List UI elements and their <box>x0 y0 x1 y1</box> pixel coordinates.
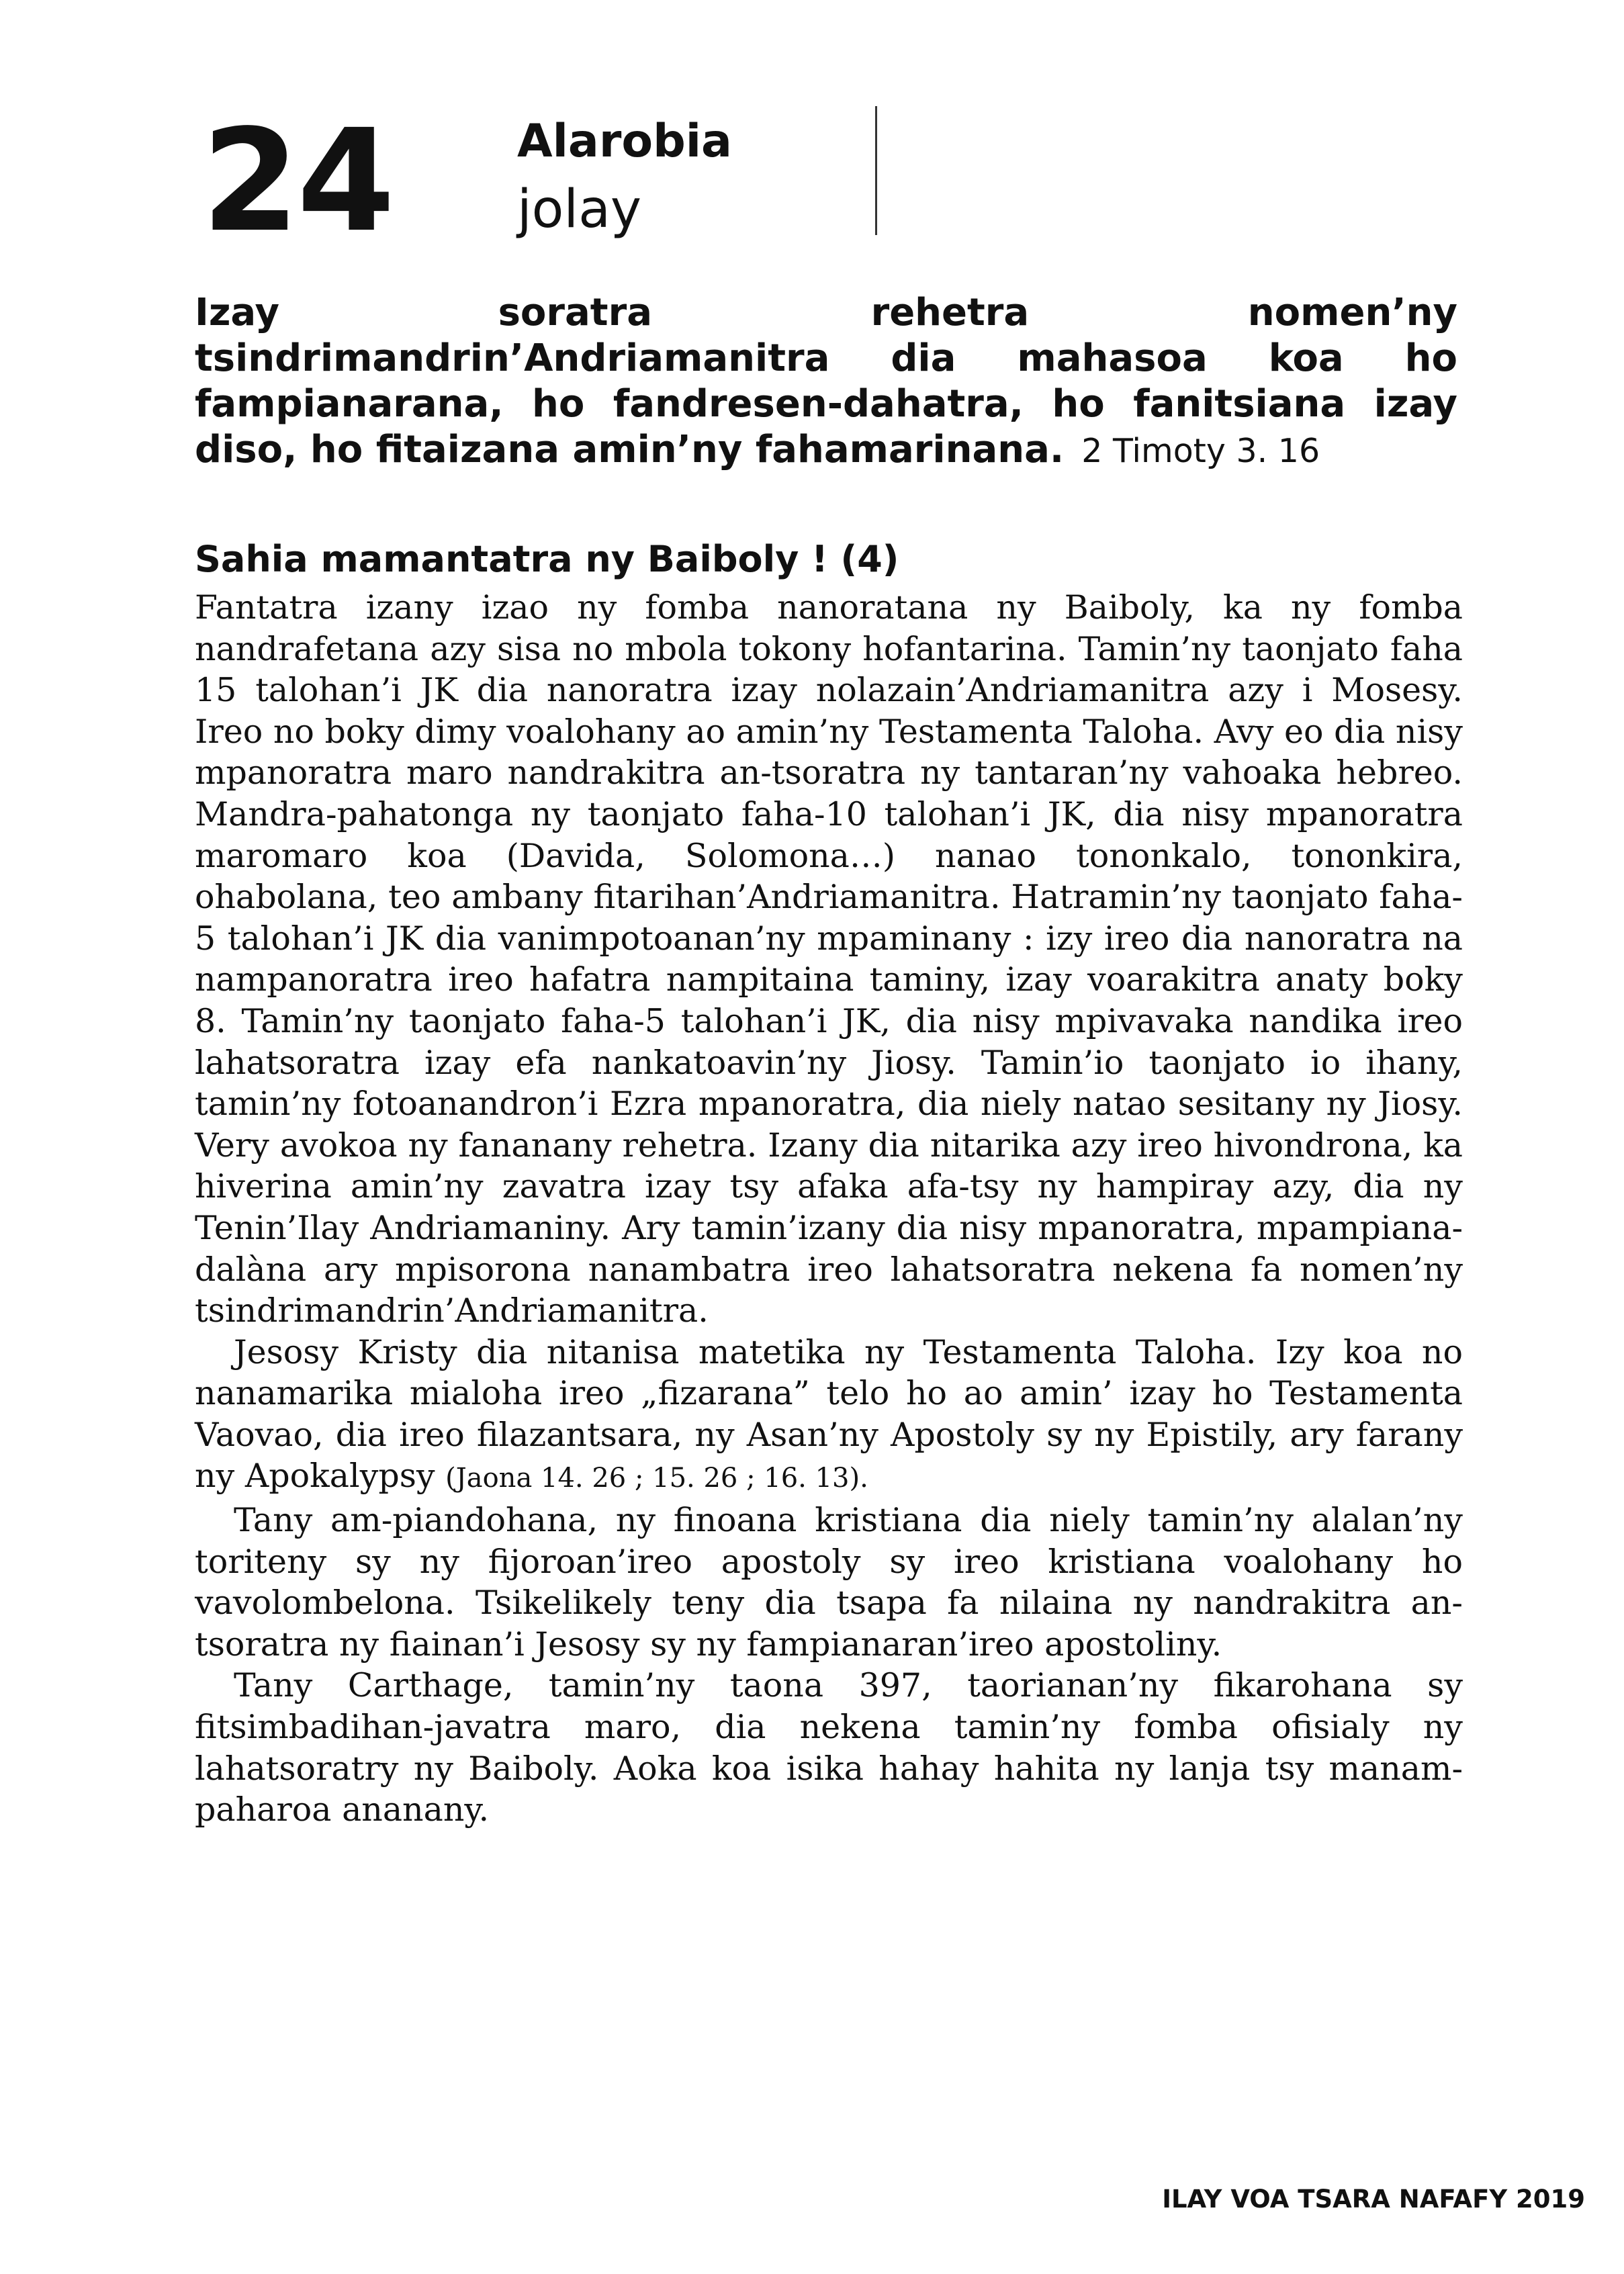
daily-verse <box>195 290 1457 474</box>
paragraph-2-reference: (Jaona 14. 26 ; 15. 26 ; 16. 13). <box>445 1463 868 1494</box>
footer-publication: ILAY VOA TSARA NAFAFY 2019 <box>1162 2185 1585 2214</box>
article-paragraph-1: Fantatra izany izao ny fomba nanoratana ny Baiboly, ka ny fomba nandrafetana azy sisa no mbola tokony hofantarina. Tamin’ny taonjato faha 15 talohan’i JK dia nanoratra izay nolazain’Andriamanitra azy i Mosesy. Ireo no boky dimy voalohany ao amin’ny Testamenta Taloha. Avy eo dia nisy mpanoratra maro nandrakitra an-tsoratra ny tantaran’ny vahoaka hebreo. Mandra-pahatonga ny taonjato faha-10 talohan’i JK, dia nisy mpanoratra maromaro koa (Davida, Solomona…) nanao tononkalo, tononkira, ohabolana, teo ambany fitarihan’Andriamanitra. Hatramin’ny taonjato faha-5 talohan’i JK dia vanimpotoanan’ny mpaminany : izy ireo dia nanoratra na nampanoratra ireo hafatra nampitaina taminy, izay voarakitra anaty boky 8. Tamin’ny taonjato faha-5 talohan’i JK, dia nisy mpivavaka nandika ireo lahatsoratra izay efa nankatoavin’ny Jiosy. Tamin’io taonjato io ihany, tamin’ny fotoanandron’i Ezra mpanoratra, dia niely natao sesitany ny Jiosy. Very avokoa ny fananany rehetra. Izany dia nitarika azy ireo hivondrona, ka hiverina amin’ny zavatra izay tsy afaka afa-tsy ny hampiray azy, dia ny Tenin’Ilay Andriamaniny. Ary tamin’izany dia nisy mpanoratra, mpampiana-dalàna ary mpisorona nanambatra ireo lahatsoratra nekena fa nomen’ny tsindrimandrin’Andriamanitra. <box>195 588 1463 1330</box>
verse-reference: 2 Timoty 3. 16 <box>1081 432 1320 470</box>
paragraph-2-text: Jesosy Kristy dia nitanisa matetika ny Testamenta Taloha. Izy koa no nanamarika mialoha ireo „fizarana” telo ho ao amin’ izay ho Testamenta Vaovao, dia ireo filazantsara, ny Asan’ny Apostoly sy ny Epistily, ary farany ny Apokalypsy <box>195 1332 1463 1496</box>
article-paragraph-3: Tany am-piandohana, ny finoana kristiana dia niely tamin’ny alalan’ny toriteny sy ny fijoroan’ireo apostoly sy ireo kristiana voalohany ho vavolombelona. Tsikelikely teny dia tsapa fa nilaina ny nandrakitra an-tsoratra ny fiainan’i Jesosy sy ny fampianaran’ireo apostoliny. <box>195 1501 1463 1664</box>
header-divider <box>875 106 877 235</box>
verse-text: Izay soratra rehetra nomen’ny tsindrimandrin’Andriamanitra dia mahasoa koa ho fampianarana, ho fandresen-dahatra, ho fanitsiana izay diso, ho fitaizana amin’ny fahamarinana. <box>195 291 1457 471</box>
article-paragraph-2 <box>195 1332 1463 1500</box>
article-body <box>195 587 1463 1831</box>
weekday-label: Alarobia <box>517 115 732 168</box>
article-paragraph-4: Tany Carthage, tamin’ny taona 397, taorianan’ny fikarohana sy fitsimbadihan-javatra maro, dia nekena tamin’ny fomba ofisialy ny lahatsoratry ny Baiboly. Aoka koa isika hahay hahita ny lanja tsy manam-paharoa ananany. <box>195 1666 1463 1829</box>
day-number: 24 <box>201 99 393 263</box>
month-label: jolay <box>517 179 642 240</box>
article-title: Sahia mamantatra ny Baiboly ! (4) <box>195 538 899 580</box>
